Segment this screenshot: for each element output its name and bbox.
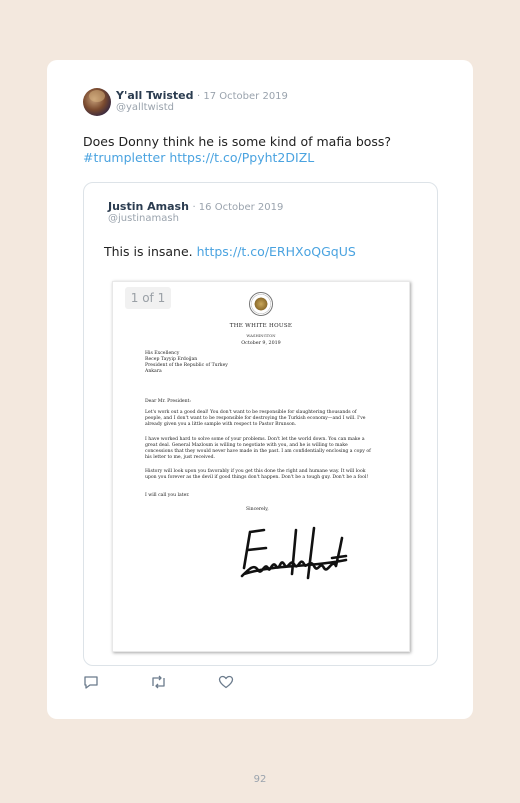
tweet-link[interactable]: https://t.co/Ppyht2DIZL [169,150,315,165]
recipient-line: President of the Republic of Turkey [145,363,228,368]
page-indicator: 1 of 1 [125,287,171,309]
quoted-link[interactable]: https://t.co/ERHXoQGqUS [196,244,356,259]
tweet-date[interactable]: · 17 October 2019 [197,91,288,102]
quoted-text [104,244,356,259]
quoted-body: This is insane. [104,244,193,259]
hashtag-link[interactable]: #trumpletter [83,150,166,165]
author-handle[interactable]: @yalltwistd [116,102,174,113]
author-name[interactable]: Y'all Twisted [116,89,194,102]
recipient-line: Recep Tayyip Erdoğan [145,357,198,362]
letter-closing: Sincerely, [246,507,269,512]
retweet-icon[interactable] [150,675,167,689]
letter-salutation: Dear Mr. President: [145,399,191,404]
quoted-author [108,200,283,213]
avatar[interactable] [83,88,111,116]
tweet-author [116,89,288,102]
page-number: 92 [253,774,267,785]
quoted-handle[interactable]: @justinamash [108,213,179,224]
letter-paragraph: I have worked hard to solve some of your problems. Don't let the world down. You can make a great deal. General Mazloum is willing to negotiate with you, and he is willing to make concessions that they would never have made in the past. I am confidentially enclosing a copy of his letter to me, just received. [145,437,371,460]
recipient-line: Ankara [145,369,162,374]
tweet-body: Does Donny think he is some kind of mafia boss? [83,134,392,149]
letter-paragraph: History will look upon you favorably if you get this done the right and humane way. It will look upon you forever as the devil if good things don't happen. Don't be a tough guy. Don't be a fool! [145,469,369,480]
quoted-author-name[interactable]: Justin Amash [108,200,189,213]
letter-heading: THE WHITE HOUSE [229,323,293,329]
letter-date: October 9, 2019 [241,341,281,346]
letter-paragraph: Let's work out a good deal! You don't want to be responsible for slaughtering thousands of people, and I don't want to be responsible for destroying the Turkish economy—and I will. I've already given you a little sample with respect to Pastor Brunson. [145,410,366,427]
letter-paragraph: I will call you later. [145,493,190,498]
letter-subheading: WASHINGTON [246,333,276,338]
tweet-text [83,134,443,166]
signature-image [236,518,350,592]
letter-recipient [145,351,373,375]
recipient-line: His Excellency [145,351,180,356]
reply-icon[interactable] [83,675,99,689]
quoted-date[interactable]: · 16 October 2019 [192,202,284,213]
presidential-seal-icon [249,292,273,316]
heart-icon[interactable] [218,675,234,689]
